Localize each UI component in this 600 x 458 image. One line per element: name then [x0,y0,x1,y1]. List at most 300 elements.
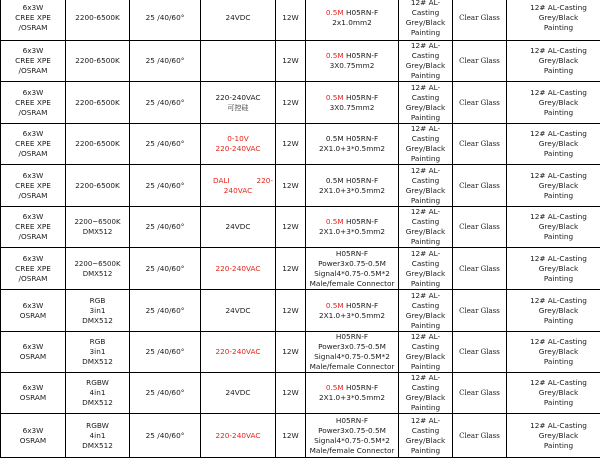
material-line: Painting [399,321,452,331]
material-line: Grey/Black [399,186,452,196]
material-line: Painting [399,279,452,289]
cable-text: 0.5M [326,51,344,60]
led-line: 6x3W [1,383,65,393]
led-line: OSRAM [1,436,65,446]
cell-material [399,290,453,332]
cable-text: Male/female Connector [310,446,395,455]
material-line: 12# AL- [399,249,452,259]
cell-voltage [201,414,276,458]
cct-line: DMX512 [66,398,129,408]
cell-cct [66,165,130,207]
voltage-line: 可控硅 [201,103,275,113]
led-line: CREE XPE [1,264,65,274]
cell-power [276,290,306,332]
material-line: Painting [399,237,452,247]
cell-led [1,41,66,82]
finish-line: Painting [507,108,600,118]
power-value: 12W [276,306,305,316]
cell-finish [507,373,600,414]
cell-cct [66,332,130,373]
cell-finish [507,124,600,165]
cable-text: Signal4*0.75-0.5M*2 [314,436,390,445]
cable-text: H05RN-F [344,51,378,60]
material-line: 12# AL- [399,166,452,176]
cell-beam-angle [130,165,201,207]
cable-text: Power3x0.75-0.5M [318,342,386,351]
cell-glass [453,0,507,41]
power-value: 12W [276,13,305,23]
beam-angle: 25 /40/60° [130,13,200,23]
cell-material [399,414,453,458]
led-line: 6x3W [1,129,65,139]
cell-material [399,0,453,41]
cable-text: H05RN-F [344,217,378,226]
cell-cable [306,41,399,82]
finish-line: 12# AL-Casting [507,296,600,306]
beam-angle: 25 /40/60° [130,388,200,398]
cell-finish [507,414,600,458]
material-line: Painting [399,154,452,164]
cable-text: H05RN-F [344,8,378,17]
cct-line: DMX512 [66,316,129,326]
voltage-line: 220-240VAC [201,264,275,274]
cell-beam-angle [130,414,201,458]
led-line: 6x3W [1,426,65,436]
led-line: OSRAM [1,352,65,362]
cell-cct [66,248,130,290]
finish-line: Grey/Black [507,98,600,108]
cct-line: DMX512 [66,269,129,279]
cell-finish [507,248,600,290]
table-row [1,82,600,124]
cell-cable [306,414,399,458]
material-line: Casting [399,383,452,393]
finish-line: Grey/Black [507,56,600,66]
cell-power [276,248,306,290]
material-line: Casting [399,93,452,103]
led-line: 6x3W [1,46,65,56]
material-line: 12# AL- [399,207,452,217]
finish-line: Grey/Black [507,222,600,232]
glass-value: Clear Glass [453,56,506,66]
glass-value: Clear Glass [453,388,506,398]
cable-line [306,311,398,321]
cell-voltage [201,82,276,124]
cable-text: H05RN-F [336,416,368,425]
cell-cable [306,248,399,290]
led-line: 6x3W [1,171,65,181]
cable-text: H05RN-F [344,383,378,392]
power-value: 12W [276,56,305,66]
cct-line: 2200-6500K [66,13,129,23]
cell-power [276,82,306,124]
cell-beam-angle [130,0,201,41]
power-value: 12W [276,264,305,274]
cell-led [1,332,66,373]
cell-glass [453,248,507,290]
material-line: 12# AL- [399,124,452,134]
voltage-line: 220-240VAC [201,144,275,154]
cable-text: Male/female Connector [310,279,395,288]
finish-line: 12# AL-Casting [507,212,600,222]
led-line: /OSRAM [1,149,65,159]
finish-line: Grey/Black [507,139,600,149]
cable-text: 0.5M [326,217,344,226]
voltage-dali-line [201,176,275,186]
power-value: 12W [276,347,305,357]
cct-line: DMX512 [66,227,129,237]
cable-text: 2X1.0+3*0.5mm2 [319,144,385,153]
led-line: 6x3W [1,88,65,98]
voltage-dali-range-start: 220- [256,176,273,186]
beam-angle: 25 /40/60° [130,56,200,66]
material-line: Painting [399,196,452,206]
power-value: 12W [276,222,305,232]
cct-line: 2200~6500K [66,259,129,269]
cable-line [306,93,398,103]
cct-line: RGB [66,296,129,306]
finish-line: Painting [507,441,600,451]
cable-line [306,186,398,196]
table-row [1,0,600,41]
led-line: /OSRAM [1,232,65,242]
table-row [1,290,600,332]
table-row [1,373,600,414]
finish-line: Painting [507,149,600,159]
cell-led [1,124,66,165]
cell-finish [507,82,600,124]
cell-beam-angle [130,82,201,124]
finish-line: 12# AL-Casting [507,88,600,98]
material-line: Painting [399,403,452,413]
cell-power [276,373,306,414]
finish-line: Grey/Black [507,181,600,191]
cell-glass [453,373,507,414]
cct-line: DMX512 [66,441,129,451]
cable-line [306,51,398,61]
material-line: Casting [399,8,452,18]
cell-voltage [201,290,276,332]
cell-glass [453,414,507,458]
table-row [1,124,600,165]
finish-line: 12# AL-Casting [507,46,600,56]
cell-finish [507,290,600,332]
voltage-line: 24VDC [201,13,275,23]
power-value: 12W [276,181,305,191]
glass-value: Clear Glass [453,264,506,274]
glass-value: Clear Glass [453,98,506,108]
cable-line [306,352,398,362]
cell-led [1,82,66,124]
voltage-line: 220-240VAC [201,347,275,357]
beam-angle: 25 /40/60° [130,431,200,441]
cable-line [306,144,398,154]
material-line: Grey/Black [399,393,452,403]
cct-line: 2200-6500K [66,181,129,191]
cable-text: 2X1.0+3*0.5mm2 [319,311,385,320]
cable-line [306,446,398,456]
cable-line [306,383,398,393]
cable-text: 2x1.0mm2 [332,18,371,27]
cell-glass [453,41,507,82]
table-row [1,332,600,373]
cable-line [306,8,398,18]
cable-text: 0.5M H05RN-F [326,176,378,185]
cell-cable [306,373,399,414]
led-line: 6x3W [1,3,65,13]
power-value: 12W [276,388,305,398]
cable-text: 3X0.75mm2 [330,103,375,112]
cell-glass [453,82,507,124]
cell-glass [453,207,507,248]
finish-line: Painting [507,23,600,33]
cable-text: 3X0.75mm2 [330,61,375,70]
material-line: Casting [399,301,452,311]
cable-line [306,416,398,426]
beam-angle: 25 /40/60° [130,222,200,232]
cable-text: Power3x0.75-0.5M [318,426,386,435]
finish-line: Painting [507,66,600,76]
cell-material [399,82,453,124]
power-value: 12W [276,98,305,108]
cell-beam-angle [130,41,201,82]
glass-value: Clear Glass [453,306,506,316]
material-line: Casting [399,259,452,269]
material-line: 12# AL- [399,416,452,426]
finish-line: Grey/Black [507,388,600,398]
table-row [1,165,600,207]
cell-cable [306,165,399,207]
cable-text: Male/female Connector [310,362,395,371]
beam-angle: 25 /40/60° [130,139,200,149]
cable-text: Signal4*0.75-0.5M*2 [314,352,390,361]
cct-line: RGB [66,337,129,347]
finish-line: 12# AL-Casting [507,337,600,347]
cable-text: 0.5M [326,383,344,392]
cable-text: H05RN-F [336,332,368,341]
cell-power [276,0,306,41]
cct-line: 3in1 [66,306,129,316]
material-line: Casting [399,342,452,352]
cell-beam-angle [130,332,201,373]
material-line: 12# AL- [399,0,452,8]
cell-cct [66,82,130,124]
material-line: 12# AL- [399,41,452,51]
material-line: Grey/Black [399,227,452,237]
cct-line: 4in1 [66,431,129,441]
power-value: 12W [276,431,305,441]
material-line: Painting [399,113,452,123]
cell-material [399,41,453,82]
led-line: /OSRAM [1,66,65,76]
glass-value: Clear Glass [453,222,506,232]
material-line: Casting [399,51,452,61]
finish-line: 12# AL-Casting [507,3,600,13]
cell-beam-angle [130,290,201,332]
cable-line [306,217,398,227]
cable-text: H05RN-F [344,301,378,310]
cell-led [1,248,66,290]
material-line: Grey/Black [399,103,452,113]
table-row [1,207,600,248]
cell-finish [507,207,600,248]
material-line: Painting [399,28,452,38]
material-line: Painting [399,446,452,456]
cell-beam-angle [130,248,201,290]
led-line: 6x3W [1,212,65,222]
material-line: Grey/Black [399,18,452,28]
cell-finish [507,41,600,82]
cell-glass [453,165,507,207]
voltage-line: 24VDC [201,222,275,232]
cell-cct [66,414,130,458]
cable-text: Power3x0.75-0.5M [318,259,386,268]
led-line: 6x3W [1,254,65,264]
cable-line [306,134,398,144]
finish-line: 12# AL-Casting [507,378,600,388]
cable-text: H05RN-F [336,249,368,258]
cell-glass [453,124,507,165]
cct-line: RGBW [66,378,129,388]
led-line: 6x3W [1,342,65,352]
cct-line: 3in1 [66,347,129,357]
finish-line: 12# AL-Casting [507,129,600,139]
beam-angle: 25 /40/60° [130,181,200,191]
glass-value: Clear Glass [453,347,506,357]
cell-cct [66,41,130,82]
cct-line: 2200-6500K [66,56,129,66]
cell-material [399,248,453,290]
glass-value: Clear Glass [453,431,506,441]
material-line: Casting [399,134,452,144]
cable-text: 0.5M [326,301,344,310]
cable-line [306,61,398,71]
material-line: Casting [399,176,452,186]
cell-finish [507,165,600,207]
cell-led [1,165,66,207]
cable-text: 2X1.0+3*0.5mm2 [319,186,385,195]
led-line: CREE XPE [1,222,65,232]
finish-line: 12# AL-Casting [507,254,600,264]
led-line: CREE XPE [1,13,65,23]
cell-material [399,165,453,207]
cable-line [306,269,398,279]
cct-line: 2200-6500K [66,139,129,149]
led-line: OSRAM [1,393,65,403]
cell-voltage [201,165,276,207]
cable-line [306,249,398,259]
power-value: 12W [276,139,305,149]
cell-cct [66,124,130,165]
led-line: /OSRAM [1,191,65,201]
cable-text: 0.5M [326,8,344,17]
glass-value: Clear Glass [453,181,506,191]
beam-angle: 25 /40/60° [130,98,200,108]
cell-beam-angle [130,373,201,414]
voltage-line: 220-240VAC [201,93,275,103]
cell-led [1,373,66,414]
cell-power [276,332,306,373]
finish-line: Grey/Black [507,347,600,357]
cell-glass [453,290,507,332]
table-row [1,414,600,458]
beam-angle: 25 /40/60° [130,264,200,274]
cell-cct [66,373,130,414]
finish-line: Painting [507,357,600,367]
material-line: 12# AL- [399,83,452,93]
cell-cable [306,124,399,165]
finish-line: Painting [507,316,600,326]
material-line: Painting [399,71,452,81]
finish-line: Painting [507,191,600,201]
cell-material [399,207,453,248]
cell-power [276,41,306,82]
finish-line: 12# AL-Casting [507,171,600,181]
cable-line [306,227,398,237]
cell-led [1,0,66,41]
material-line: Casting [399,426,452,436]
cable-line [306,103,398,113]
cell-cct [66,0,130,41]
finish-line: Grey/Black [507,306,600,316]
material-line: Casting [399,217,452,227]
material-line: Grey/Black [399,436,452,446]
finish-line: Painting [507,274,600,284]
cell-finish [507,332,600,373]
cct-line: DMX512 [66,357,129,367]
material-line: Grey/Black [399,311,452,321]
material-line: Grey/Black [399,269,452,279]
finish-line: Grey/Black [507,264,600,274]
material-line: 12# AL- [399,373,452,383]
cable-line [306,393,398,403]
cell-voltage [201,332,276,373]
cable-line [306,332,398,342]
cell-cable [306,290,399,332]
cable-text: 0.5M H05RN-F [326,134,378,143]
material-line: Grey/Black [399,144,452,154]
cable-line [306,18,398,28]
cct-line: 2200-6500K [66,98,129,108]
material-line: Painting [399,362,452,372]
cell-glass [453,332,507,373]
cell-finish [507,0,600,41]
led-line: CREE XPE [1,56,65,66]
cable-line [306,259,398,269]
finish-line: Grey/Black [507,431,600,441]
cell-power [276,124,306,165]
finish-line: 12# AL-Casting [507,421,600,431]
cell-voltage [201,248,276,290]
led-line: /OSRAM [1,108,65,118]
cct-line: 2200~6500K [66,217,129,227]
led-line: OSRAM [1,311,65,321]
cell-led [1,414,66,458]
material-line: Grey/Black [399,61,452,71]
led-line: 6x3W [1,301,65,311]
cable-line [306,176,398,186]
cell-power [276,207,306,248]
cable-text: 0.5M [326,93,344,102]
cable-line [306,301,398,311]
cell-cable [306,207,399,248]
cable-text: Signal4*0.75-0.5M*2 [314,269,390,278]
cell-cable [306,0,399,41]
cell-led [1,207,66,248]
cell-cable [306,82,399,124]
cell-voltage [201,373,276,414]
cable-text: 2X1.0+3*0.5mm2 [319,393,385,402]
